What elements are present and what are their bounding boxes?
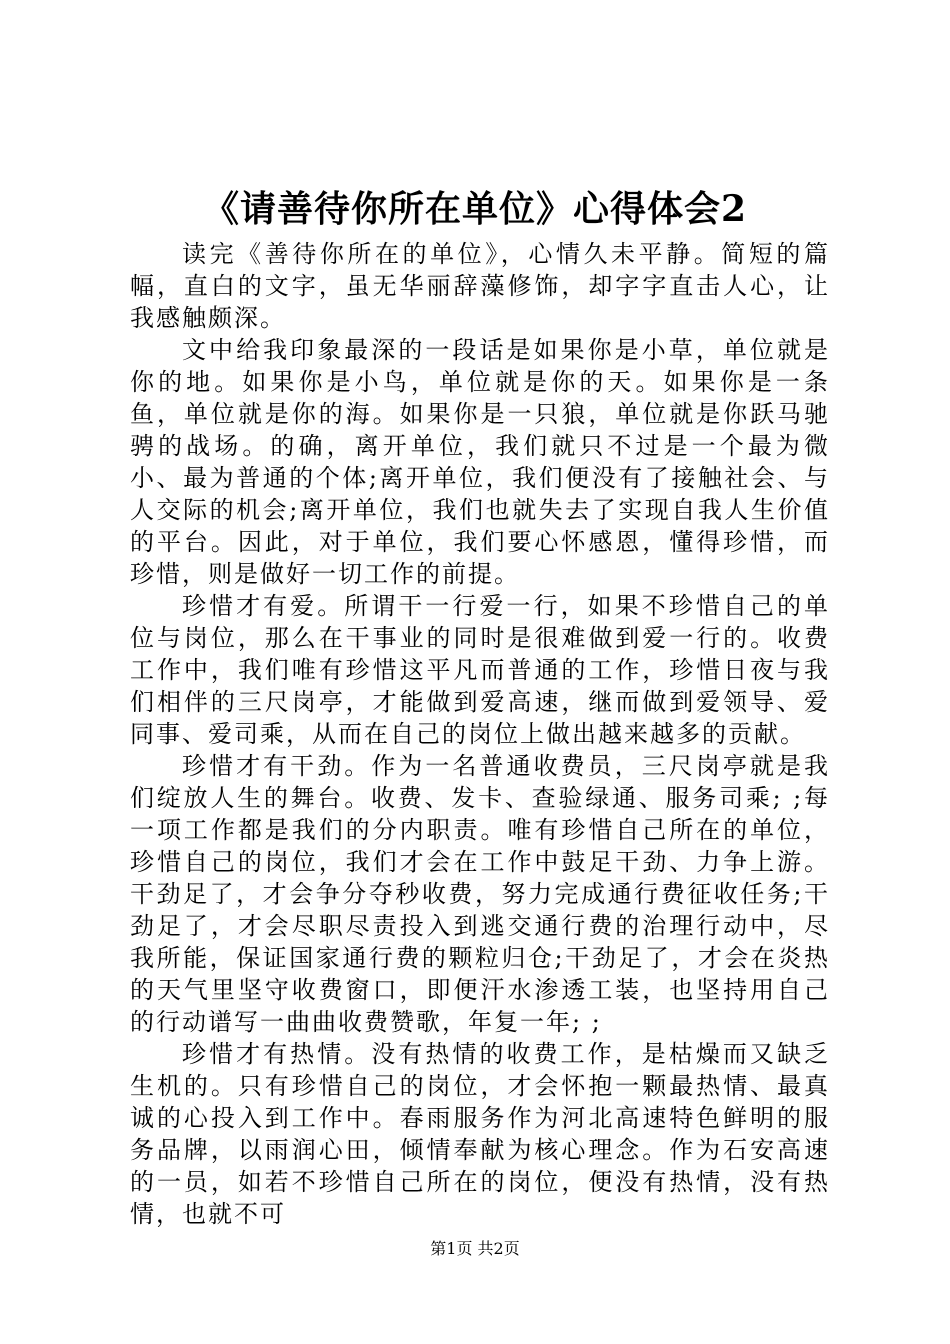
paragraph-1: 读完《善待你所在的单位》，心情久未平静。简短的篇幅，直白的文字，虽无华丽辞藻修饰，却字字直击人心，让我感触颇深。 bbox=[130, 240, 830, 332]
document-body bbox=[130, 238, 830, 1230]
paragraph-2: 文中给我印象最深的一段话是如果你是小草，单位就是你的地。如果你是小鸟，单位就是你的天。如果你是一条鱼，单位就是你的海。如果你是一只狼，单位就是你跃马驰骋的战场。的确，离开单位，我们就只不过是一个最为微小、最为普通的个体;离开单位，我们便没有了接触社会、与人交际的机会;离开单位，我们也就失去了实现自我人生价值的平台。因此，对于单位，我们要心怀感恩，懂得珍惜，而珍惜，则是做好一切工作的前提。 bbox=[130, 336, 830, 588]
paragraph-5: 珍惜才有热情。没有热情的收费工作，是枯燥而又缺乏生机的。只有珍惜自己的岗位，才会怀抱一颗最热情、最真诚的心投入到工作中。春雨服务作为河北高速特色鲜明的服务品牌，以雨润心田，倾情奉献为核心理念。作为石安高速的一员，如若不珍惜自己所在的岗位，便没有热情，没有热情，也就不可 bbox=[130, 1040, 830, 1228]
paragraph-3: 珍惜才有爱。所谓干一行爱一行，如果不珍惜自己的单位与岗位，那么在干事业的同时是很难做到爱一行的。收费工作中，我们唯有珍惜这平凡而普通的工作，珍惜日夜与我们相伴的三尺岗亭，才能做到爱高速，继而做到爱领导、爱同事、爱司乘，从而在自己的岗位上做出越来越多的贡献。 bbox=[130, 592, 830, 748]
paragraph-4: 珍惜才有干劲。作为一名普通收费员，三尺岗亭就是我们绽放人生的舞台。收费、发卡、查验绿通、服务司乘; ;每一项工作都是我们的分内职责。唯有珍惜自己所在的单位，珍惜自己的岗位，我们才会在工作中鼓足干劲、力争上游。干劲足了，才会争分夺秒收费，努力完成通行费征收任务;干劲足了，才会尽职尽责投入到逃交通行费的治理行动中，尽我所能，保证国家通行费的颗粒归仓;干劲足了，才会在炎热的天气里坚守收费窗口，即便汗水渗透工装，也坚持用自己的行动谱写一曲曲收费赞歌，年复一年; ; bbox=[130, 752, 830, 1036]
page-number-footer: 第1页 共2页 bbox=[430, 1239, 520, 1258]
document-title: 《请善待你所在单位》心得体会2 bbox=[202, 188, 748, 230]
